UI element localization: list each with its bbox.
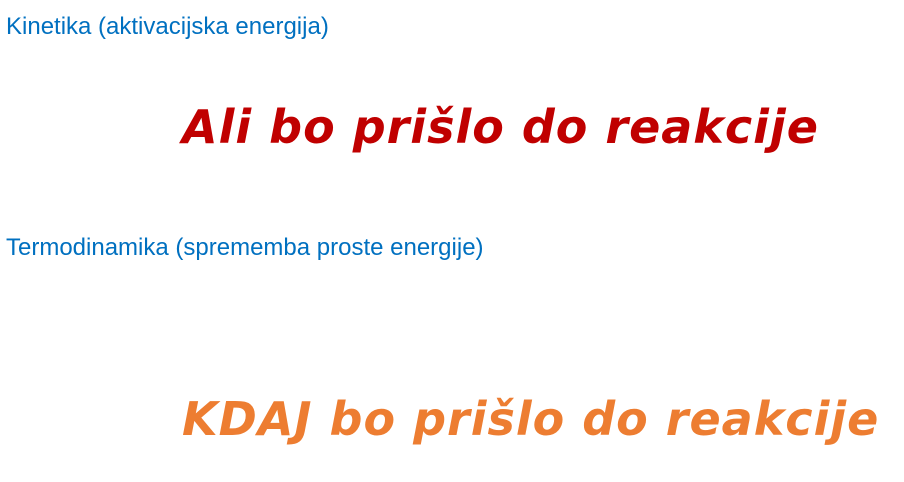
kinetics-heading: Kinetika (aktivacijska energija): [6, 13, 329, 40]
thermodynamics-statement: KDAJ bo prišlo do reakcije: [182, 392, 880, 446]
thermodynamics-heading: Termodinamika (sprememba proste energije): [6, 234, 484, 261]
kinetics-statement: Ali bo prišlo do reakcije: [182, 100, 819, 154]
